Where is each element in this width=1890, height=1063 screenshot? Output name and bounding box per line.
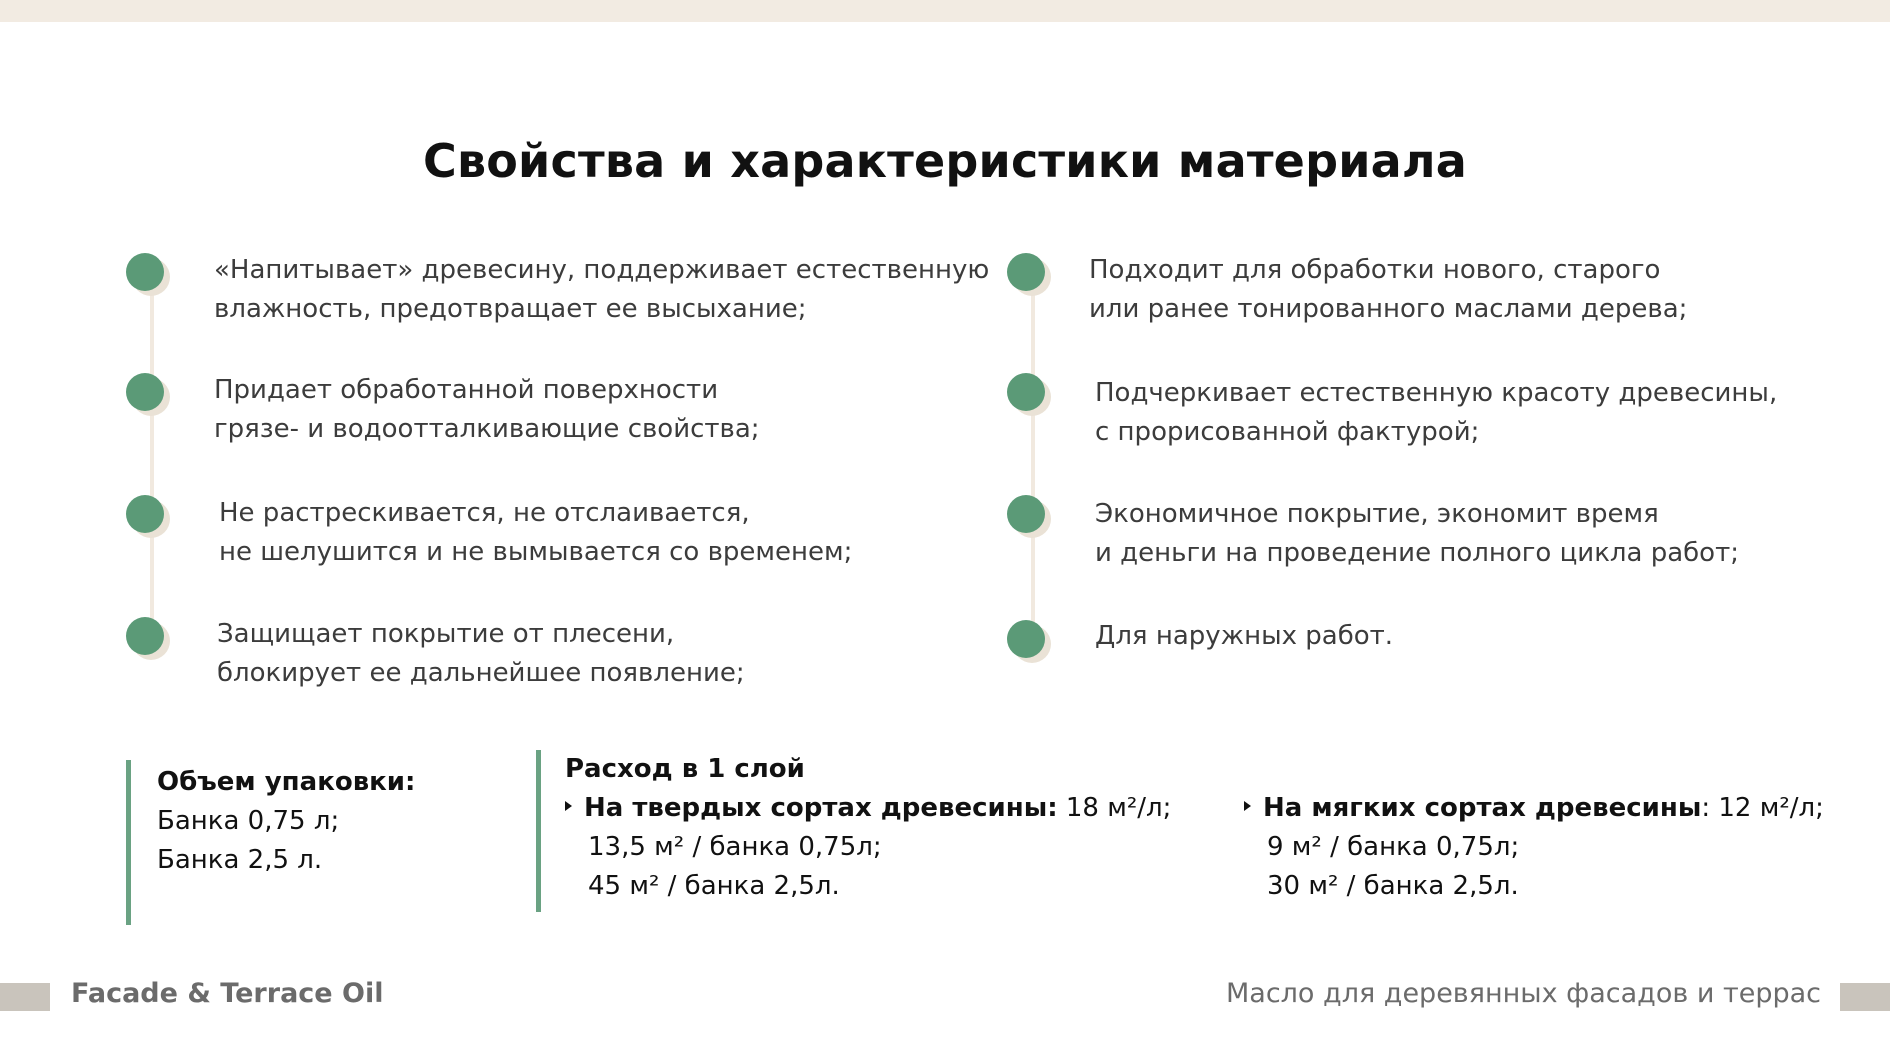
consumption-soft-label: На мягких сортах древесины: [1263, 793, 1702, 823]
consumption-hard-label: На твердых сортах древесины:: [584, 793, 1058, 823]
left-feature-1-line2: влажность, предотвращает ее высыхание;: [214, 294, 807, 324]
bullet-dot-icon: [126, 495, 164, 533]
triangle-bullet-icon: [1244, 801, 1251, 811]
footer-product-name: Facade & Terrace Oil: [71, 978, 384, 1009]
left-feature-3-line1: Не растрескивается, не отслаивается,: [219, 498, 750, 528]
consumption-hard-line3: 45 м² / банка 2,5л.: [588, 871, 840, 901]
right-feature-3: [1095, 495, 1739, 573]
bullet-dot-icon: [126, 253, 164, 291]
packaging-block: [157, 763, 415, 880]
footer-right-bar: [1840, 983, 1890, 1011]
consumption-heading: Расход в 1 слой: [565, 754, 805, 784]
right-feature-2-line2: с прорисованной фактурой;: [1095, 417, 1480, 447]
right-timeline-line: [1031, 290, 1035, 650]
consumption-soft-value: : 12 м²/л;: [1701, 793, 1824, 823]
top-band: [0, 0, 1890, 22]
right-feature-1-line1: Подходит для обработки нового, старого: [1089, 255, 1661, 285]
bullet-dot-icon: [1007, 253, 1045, 291]
right-feature-3-line1: Экономичное покрытие, экономит время: [1095, 499, 1659, 529]
left-feature-3-line2: не шелушится и не вымывается со временем;: [219, 537, 853, 567]
consumption-hard-line1: [565, 789, 1171, 828]
right-feature-4: [1095, 617, 1393, 656]
right-feature-2-line1: Подчеркивает естественную красоту древесины,: [1095, 378, 1778, 408]
bullet-dot-icon: [126, 617, 164, 655]
left-feature-3: [219, 494, 852, 572]
bullet-dot-icon: [1007, 373, 1045, 411]
triangle-bullet-icon: [565, 801, 572, 811]
packaging-item-1: Банка 0,75 л;: [157, 806, 340, 836]
consumption-hard-line2: 13,5 м² / банка 0,75л;: [588, 832, 882, 862]
right-feature-1: [1089, 251, 1687, 329]
packaging-heading: Объем упаковки:: [157, 767, 416, 797]
right-feature-1-line2: или ранее тонированного маслами дерева;: [1089, 294, 1688, 324]
consumption-accent-bar: [536, 750, 541, 912]
consumption-soft-line3: 30 м² / банка 2,5л.: [1267, 871, 1519, 901]
consumption-hard: [565, 789, 1171, 906]
packaging-item-2: Банка 2,5 л.: [157, 845, 323, 875]
packaging-accent-bar: [126, 760, 131, 925]
left-feature-1: [214, 251, 989, 329]
right-feature-2: [1095, 374, 1777, 452]
right-feature-4-line1: Для наружных работ.: [1095, 621, 1394, 651]
left-feature-1-line1: «Напитывает» древесину, поддерживает естественную: [214, 255, 990, 285]
consumption-hard-value: 18 м²/л;: [1057, 793, 1172, 823]
page-title: Свойства и характеристики материала: [422, 134, 1468, 188]
consumption-soft: [1244, 789, 1824, 906]
bullet-dot-icon: [126, 373, 164, 411]
left-feature-4-line2: блокирует ее дальнейшее появление;: [217, 658, 745, 688]
left-timeline-line: [150, 290, 154, 650]
left-feature-4-line1: Защищает покрытие от плесени,: [217, 619, 675, 649]
consumption-soft-line1: [1244, 789, 1824, 828]
left-feature-4: [217, 615, 745, 693]
right-feature-3-line2: и деньги на проведение полного цикла работ;: [1095, 538, 1739, 568]
bullet-dot-icon: [1007, 495, 1045, 533]
left-feature-2: [214, 371, 760, 449]
left-feature-2-line2: грязе- и водоотталкивающие свойства;: [214, 414, 760, 444]
left-feature-2-line1: Придает обработанной поверхности: [214, 375, 719, 405]
bullet-dot-icon: [1007, 620, 1045, 658]
footer-product-description: Масло для деревянных фасадов и террас: [1225, 978, 1821, 1009]
footer-left-bar: [0, 983, 50, 1011]
consumption-soft-line2: 9 м² / банка 0,75л;: [1267, 832, 1520, 862]
